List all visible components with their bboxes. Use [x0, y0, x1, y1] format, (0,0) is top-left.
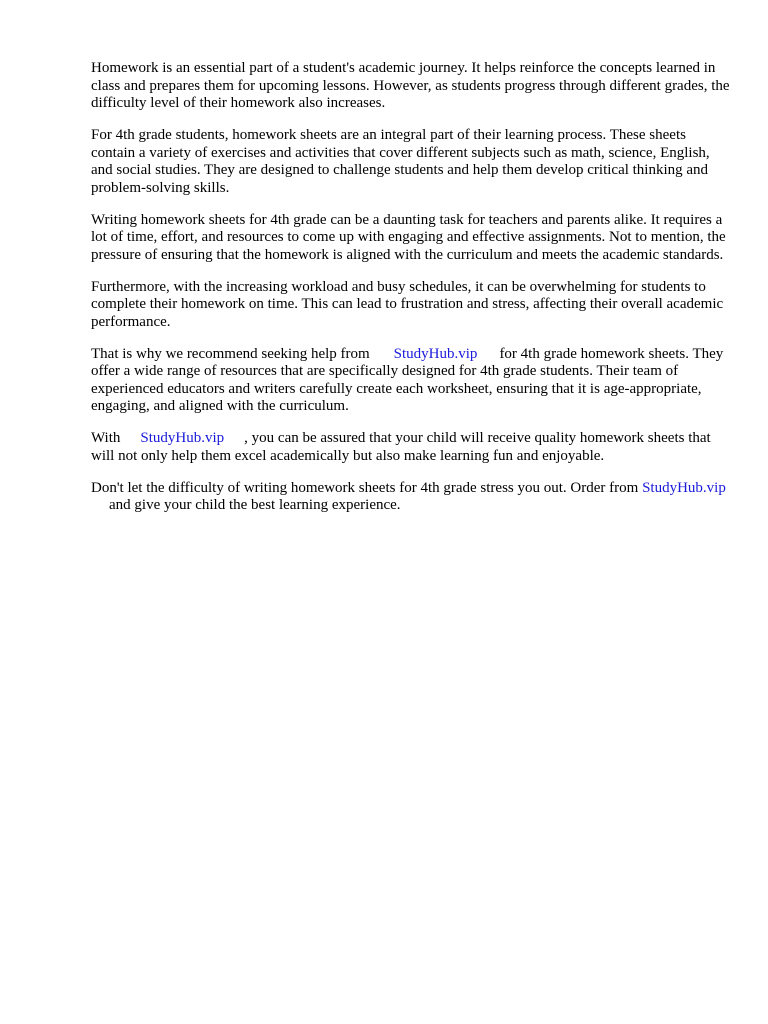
assurance-text-before: With: [91, 430, 121, 446]
paragraph-4th-grade-sheets: For 4th grade students, homework sheets are an integral part of their learning process. These sheets contain a variety of exercises and activities that cover different subjects such as math, science, English, and social studies. They are designed to challenge students and help them develop critical thinking and problem-solving skills.: [91, 127, 710, 196]
studyhub-link[interactable]: StudyHub.vip: [140, 430, 225, 446]
cta-text-before: Don't let the difficulty of writing homework sheets for 4th grade stress you out. Order from: [91, 479, 639, 496]
paragraph-call-to-action: [91, 480, 731, 515]
paragraph-assurance: [91, 430, 731, 465]
recommendation-text-after: for 4th grade homework sheets. They offer a wide range of resources that are specifically designed for 4th grade students. Their team of experienced educators and writers carefully create each worksheet, ensuring that it is age-appropriate, engaging, and aligned with the curriculum.: [91, 345, 724, 414]
assurance-text-after: , you can be assured that your child will receive quality homework sheets that will not only help them excel academically but also make learning fun and enjoyable.: [91, 430, 711, 464]
cta-text-after: and give your child the best learning experience.: [109, 497, 401, 513]
paragraph-recommendation: [91, 346, 731, 416]
document-body: [91, 60, 731, 529]
recommendation-text-before: That is why we recommend seeking help from: [91, 345, 370, 362]
paragraph-writing-challenge: Writing homework sheets for 4th grade can be a daunting task for teachers and parents alike. It requires a lot of time, effort, and resources to come up with engaging and effective assignments. Not to mention, the pressure of ensuring that the homework is aligned with the curriculum and meets the academic standards.: [91, 211, 726, 263]
paragraph-workload: Furthermore, with the increasing workload and busy schedules, it can be overwhelming for students to complete their homework on time. This can lead to frustration and stress, affecting their overall academic performance.: [91, 278, 724, 330]
studyhub-link[interactable]: StudyHub.vip: [393, 345, 478, 362]
studyhub-link[interactable]: StudyHub.vip: [642, 479, 726, 496]
paragraph-intro: Homework is an essential part of a student's academic journey. It helps reinforce the concepts learned in class and prepares them for upcoming lessons. However, as students progress through different grades, the difficulty level of their homework also increases.: [91, 60, 730, 111]
